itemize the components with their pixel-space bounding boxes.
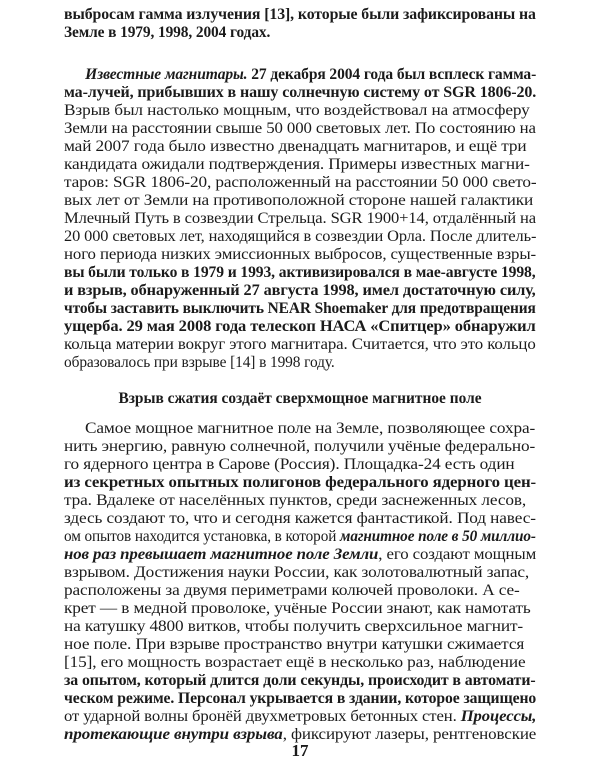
emphasis-run: Процессы, [460, 708, 537, 725]
text-line: май 2007 года было известно двенадцать магнитаров, и ещё три [64, 138, 527, 155]
paragraph-title: Известные магнитары. [85, 66, 248, 83]
text-line: ное поле. При взрыве пространство внутри катушки сжимается [64, 636, 525, 653]
text-line: и взрыв, обнаруженный 27 августа 1998, имел достаточную силу, [64, 282, 536, 299]
section-heading: Взрыв сжатия создаёт сверхмощное магнитное поле [118, 390, 482, 407]
text-line: образовалось при взрыве [14] в 1998 году. [64, 354, 335, 371]
text-line: вы были только в 1979 и 1993, активизировался в мае-августе 1998, [64, 264, 536, 281]
text-line: 20 000 световых лет, находящийся в созвездии Орла. После длитель- [64, 228, 537, 245]
text-line [64, 66, 536, 84]
text-line: Земле в 1979, 1998, 2004 годах. [64, 24, 271, 41]
text-line: нить энергию, равную солнечной, получили учёные федерально- [64, 438, 536, 455]
text-run: , его создают мощным [378, 546, 537, 563]
text-line: взрывом. Достижения науки России, как золотовалютный запас, [64, 564, 530, 581]
page-number: 17 [291, 741, 309, 760]
text-run: , фиксируют лазеры, рентгеновские [282, 726, 537, 743]
text-line: ма-лучей, прибывших в нашу солнечную систему от SGR 1806-20. [64, 84, 537, 101]
text-line [64, 708, 536, 726]
text-line: выбросам гамма излучения [13], которые были зафиксированы на [64, 6, 536, 23]
text-run: от ударной волны бронёй двухметровых бетонных стен. [64, 708, 461, 725]
text-line: ущерба. 29 мая 2008 года телескоп НАСА «Спитцер» обнаружил [64, 318, 536, 335]
text-line: из секретных опытных полигонов федерального ядерного цен- [64, 474, 537, 491]
text-line: вых лет от Земли на противоположной стороне нашей галактики [64, 192, 534, 209]
text-line: таров: SGR 1806-20, расположенный на расстоянии 50 000 свето- [64, 174, 537, 191]
text-line: ческом режиме. Персонал укрывается в здании, которое защищено [64, 690, 537, 707]
emphasis-run: магнитное поле в 50 миллио- [339, 528, 536, 545]
text-line: кольца материи вокруг этого магнитара. Считается, что это кольцо [64, 336, 536, 353]
text-line: на катушку 4800 витков, чтобы получить сверхсильное магнит- [64, 618, 524, 635]
text-line: расположены за двумя периметрами колючей проволоки. А се- [64, 582, 520, 599]
text-line: здесь создают то, что и сегодня кажется фантастикой. Под навес- [64, 510, 536, 527]
emphasis-run: нов раз превышает магнитное поле Земли [64, 546, 379, 563]
emphasis-run: протекающие внутри взрыва [64, 726, 283, 743]
text-line: тра. Вдалеке от населённых пунктов, среди заснеженных лесов, [64, 492, 527, 509]
text-run: ом опытов находится установка, в которой [64, 528, 340, 545]
text-line [64, 546, 536, 564]
text-line: Млечный Путь в созвездии Стрельца. SGR 1900+14, отдалённый на [64, 210, 536, 227]
text-line: крет — в медной проволоке, учёные России знают, как намотать [64, 600, 531, 617]
text-line: [15], его мощность возрастает ещё в несколько раз, наблюдение [64, 654, 526, 671]
text-line: Земли на расстоянии свыше 50 000 световых лет. По состоянию на [64, 120, 536, 137]
text-line [64, 528, 536, 546]
text-line: за опытом, который длится доли секунды, происходит в автомати- [64, 672, 536, 689]
text-line: го ядерного центра в Сарове (Россия). Площадка-24 есть один [64, 456, 515, 473]
text-line: Взрыв был настолько мощным, что воздействовал на атмосферу [64, 102, 530, 119]
text-line: ного периода низких эмиссионных выбросов, существенные взры- [64, 246, 537, 263]
text-line: Самое мощное магнитное поле на Земле, позволяющее сохра- [85, 420, 536, 437]
text-line: чтобы заставить выключить NEAR Shoemaker для предотвращения [64, 300, 536, 317]
text-line: кандидата ожидали подтверждения. Примеры известных магни- [64, 156, 530, 173]
text-run: 27 декабря 2004 года был всплеск гамма- [247, 66, 537, 83]
